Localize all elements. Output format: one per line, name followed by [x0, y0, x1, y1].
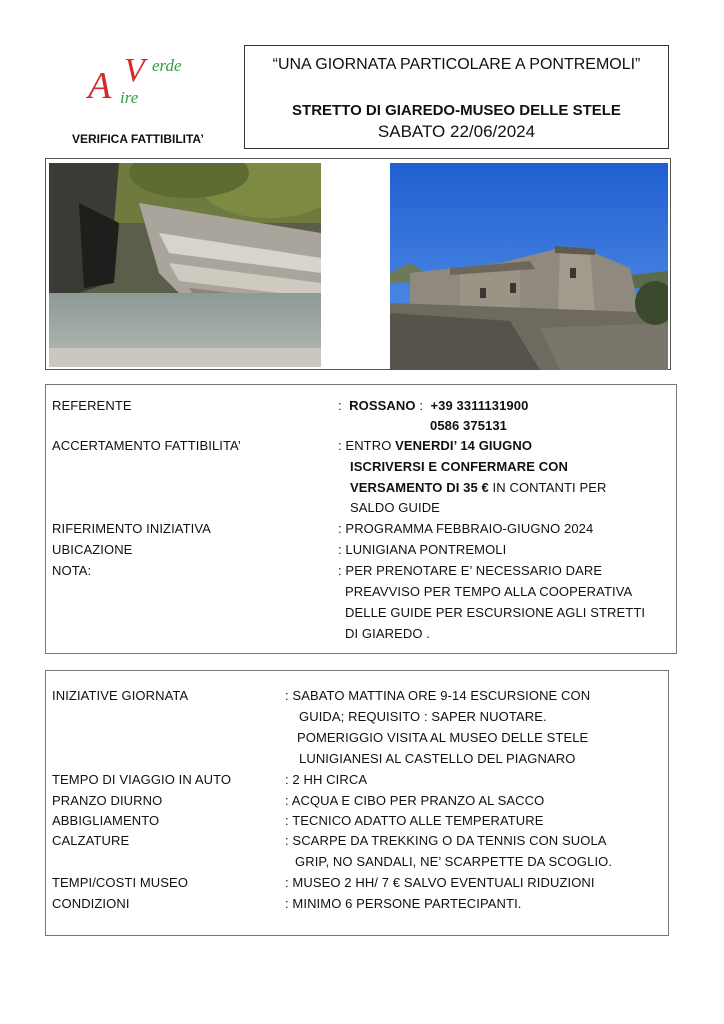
nota-line1: : PER PRENOTARE E’ NECESSARIO DARE — [338, 563, 603, 578]
logo-letter-a: A — [88, 65, 112, 107]
condizioni-label: CONDIZIONI — [52, 896, 130, 911]
accertamento-date: VENERDI’ 14 GIUGNO — [395, 438, 533, 453]
ubicazione-label: UBICAZIONE — [52, 542, 133, 557]
nota-line3: DELLE GUIDE PER ESCURSIONE AGLI STRETTI — [345, 605, 646, 620]
accertamento-line3-rest: IN CONTANTI PER — [488, 480, 607, 495]
castle-photo — [390, 163, 668, 370]
event-date: SABATO 22/06/2024 — [377, 122, 536, 141]
riferimento-label: RIFERIMENTO INIZIATIVA — [52, 521, 211, 536]
calzature-line1: : SCARPE DA TREKKING O DA TENNIS CON SUOLA — [285, 833, 607, 848]
viaggio-label: TEMPO DI VIAGGIO IN AUTO — [52, 772, 232, 787]
event-subtitle: STRETTO DI GIAREDO-MUSEO DELLE STELE — [292, 102, 621, 119]
ubicazione-value: : LUNIGIANA PONTREMOLI — [338, 542, 507, 557]
iniziative-line3: POMERIGGIO VISITA AL MUSEO DELLE STELE — [297, 730, 589, 745]
abbigliamento-value: : TECNICO ADATTO ALLE TEMPERATURE — [285, 813, 544, 828]
iniziative-line2: GUIDA; REQUISITO : SAPER NUOTARE. — [299, 709, 547, 724]
riferimento-value: : PROGRAMMA FEBBRAIO-GIUGNO 2024 — [338, 521, 594, 536]
agv-logo — [78, 50, 208, 112]
calzature-label: CALZATURE — [52, 833, 130, 848]
accertamento-line4: SALDO GUIDE — [350, 500, 440, 515]
referente-phone2 — [430, 418, 507, 433]
gorge-photo — [49, 163, 321, 367]
accertamento-line3-bold: VERSAMENTO DI 35 € — [350, 480, 489, 495]
referente-phone2-text: 0586 375131 — [430, 418, 508, 433]
tempi-value: : MUSEO 2 HH/ 7 € SALVO EVENTUALI RIDUZIONI — [285, 875, 595, 890]
viaggio-value: : 2 HH CIRCA — [285, 772, 368, 787]
castle-photo-image — [390, 163, 668, 370]
nota-label: NOTA: — [52, 563, 92, 578]
accertamento-pre: : ENTRO — [338, 438, 396, 453]
pranzo-label: PRANZO DIURNO — [52, 793, 163, 808]
referente-sep2: : — [419, 398, 424, 413]
abbigliamento-label: ABBIGLIAMENTO — [52, 813, 160, 828]
nota-line2: PREAVVISO PER TEMPO ALLA COOPERATIVA — [345, 584, 633, 599]
pranzo-value: : ACQUA E CIBO PER PRANZO AL SACCO — [285, 793, 545, 808]
condizioni-value: : MINIMO 6 PERSONE PARTECIPANTI. — [285, 896, 522, 911]
accertamento-label: ACCERTAMENTO FATTIBILITA’ — [52, 438, 241, 453]
gorge-photo-image — [49, 163, 321, 367]
calzature-line2: GRIP, NO SANDALI, NE’ SCARPETTE DA SCOGLIO. — [295, 854, 613, 869]
logo-letter-v: V — [124, 52, 145, 89]
event-title: “UNA GIORNATA PARTICOLARE A PONTREMOLI” — [272, 56, 641, 73]
iniziative-line1: : SABATO MATTINA ORE 9-14 ESCURSIONE CON — [285, 688, 591, 703]
verifica-label: VERIFICA FATTIBILITA’ — [72, 132, 204, 146]
referente-name: ROSSANO — [349, 398, 416, 413]
accertamento-line2-text: ISCRIVERSI E CONFERMARE CON — [350, 459, 568, 474]
accertamento-line3 — [350, 480, 606, 495]
accertamento-row — [338, 438, 532, 453]
logo-text-ire: ire — [120, 88, 139, 107]
referente-row — [338, 398, 528, 413]
accertamento-line2 — [350, 459, 568, 474]
header-box — [244, 45, 669, 149]
tempi-label: TEMPI/COSTI MUSEO — [52, 875, 189, 890]
referente-label: REFERENTE — [52, 398, 132, 413]
logo-text-erde: erde — [152, 56, 182, 75]
iniziative-line4: LUNIGIANESI AL CASTELLO DEL PIAGNARO — [299, 751, 576, 766]
nota-line4: DI GIAREDO . — [345, 626, 430, 641]
referente-sep: : — [338, 398, 342, 413]
referente-phone1: +39 3311131900 — [430, 398, 529, 413]
iniziative-label: INIZIATIVE GIORNATA — [52, 688, 189, 703]
